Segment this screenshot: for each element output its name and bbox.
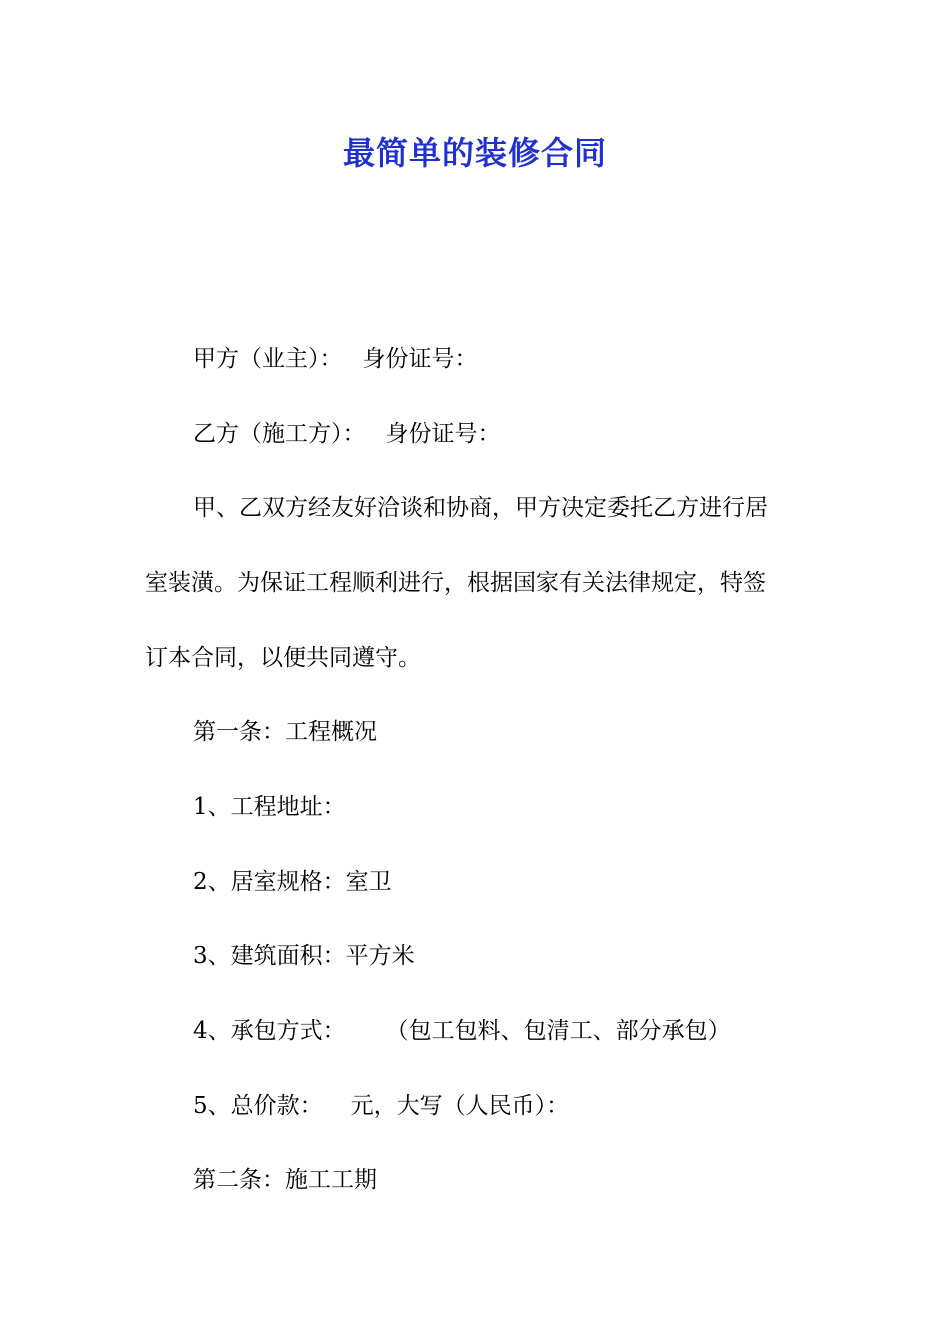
article-1-item-room-spec: 2、居室规格：室卫 — [193, 869, 392, 895]
document-title: 最简单的装修合同 — [342, 134, 607, 172]
party-b-label: 乙方（施工方）： — [193, 421, 366, 447]
article-1-item-total-price — [193, 1091, 569, 1121]
party-b-id-label: 身份证号： — [385, 421, 501, 447]
party-b-line — [193, 419, 501, 449]
article-1-item-address: 1、工程地址： — [193, 794, 346, 820]
article-1-heading: 第一条：工程概况 — [193, 719, 377, 745]
total-price-label: 5、总价款： — [193, 1093, 323, 1119]
intro-line-3: 订本合同，以便共同遵守。 — [145, 645, 421, 671]
article-1-item-area: 3、建筑面积：平方米 — [193, 943, 415, 969]
contract-mode-label: 4、承包方式： — [193, 1018, 346, 1044]
article-1-item-contract-mode — [193, 1016, 731, 1046]
contract-mode-value: （包工包料、包清工、部分承包） — [385, 1018, 731, 1044]
party-a-label: 甲方（业主）： — [193, 346, 343, 372]
total-price-value: 元，大写（人民币）： — [350, 1093, 570, 1119]
party-a-line — [193, 344, 478, 374]
party-a-id-label: 身份证号： — [362, 346, 478, 372]
intro-line-2: 室装潢。为保证工程顺利进行，根据国家有关法律规定，特签 — [145, 570, 766, 596]
article-2-heading: 第二条：施工工期 — [193, 1167, 377, 1193]
intro-line-1: 甲、乙双方经友好洽谈和协商，甲方决定委托乙方进行居 — [193, 495, 768, 521]
